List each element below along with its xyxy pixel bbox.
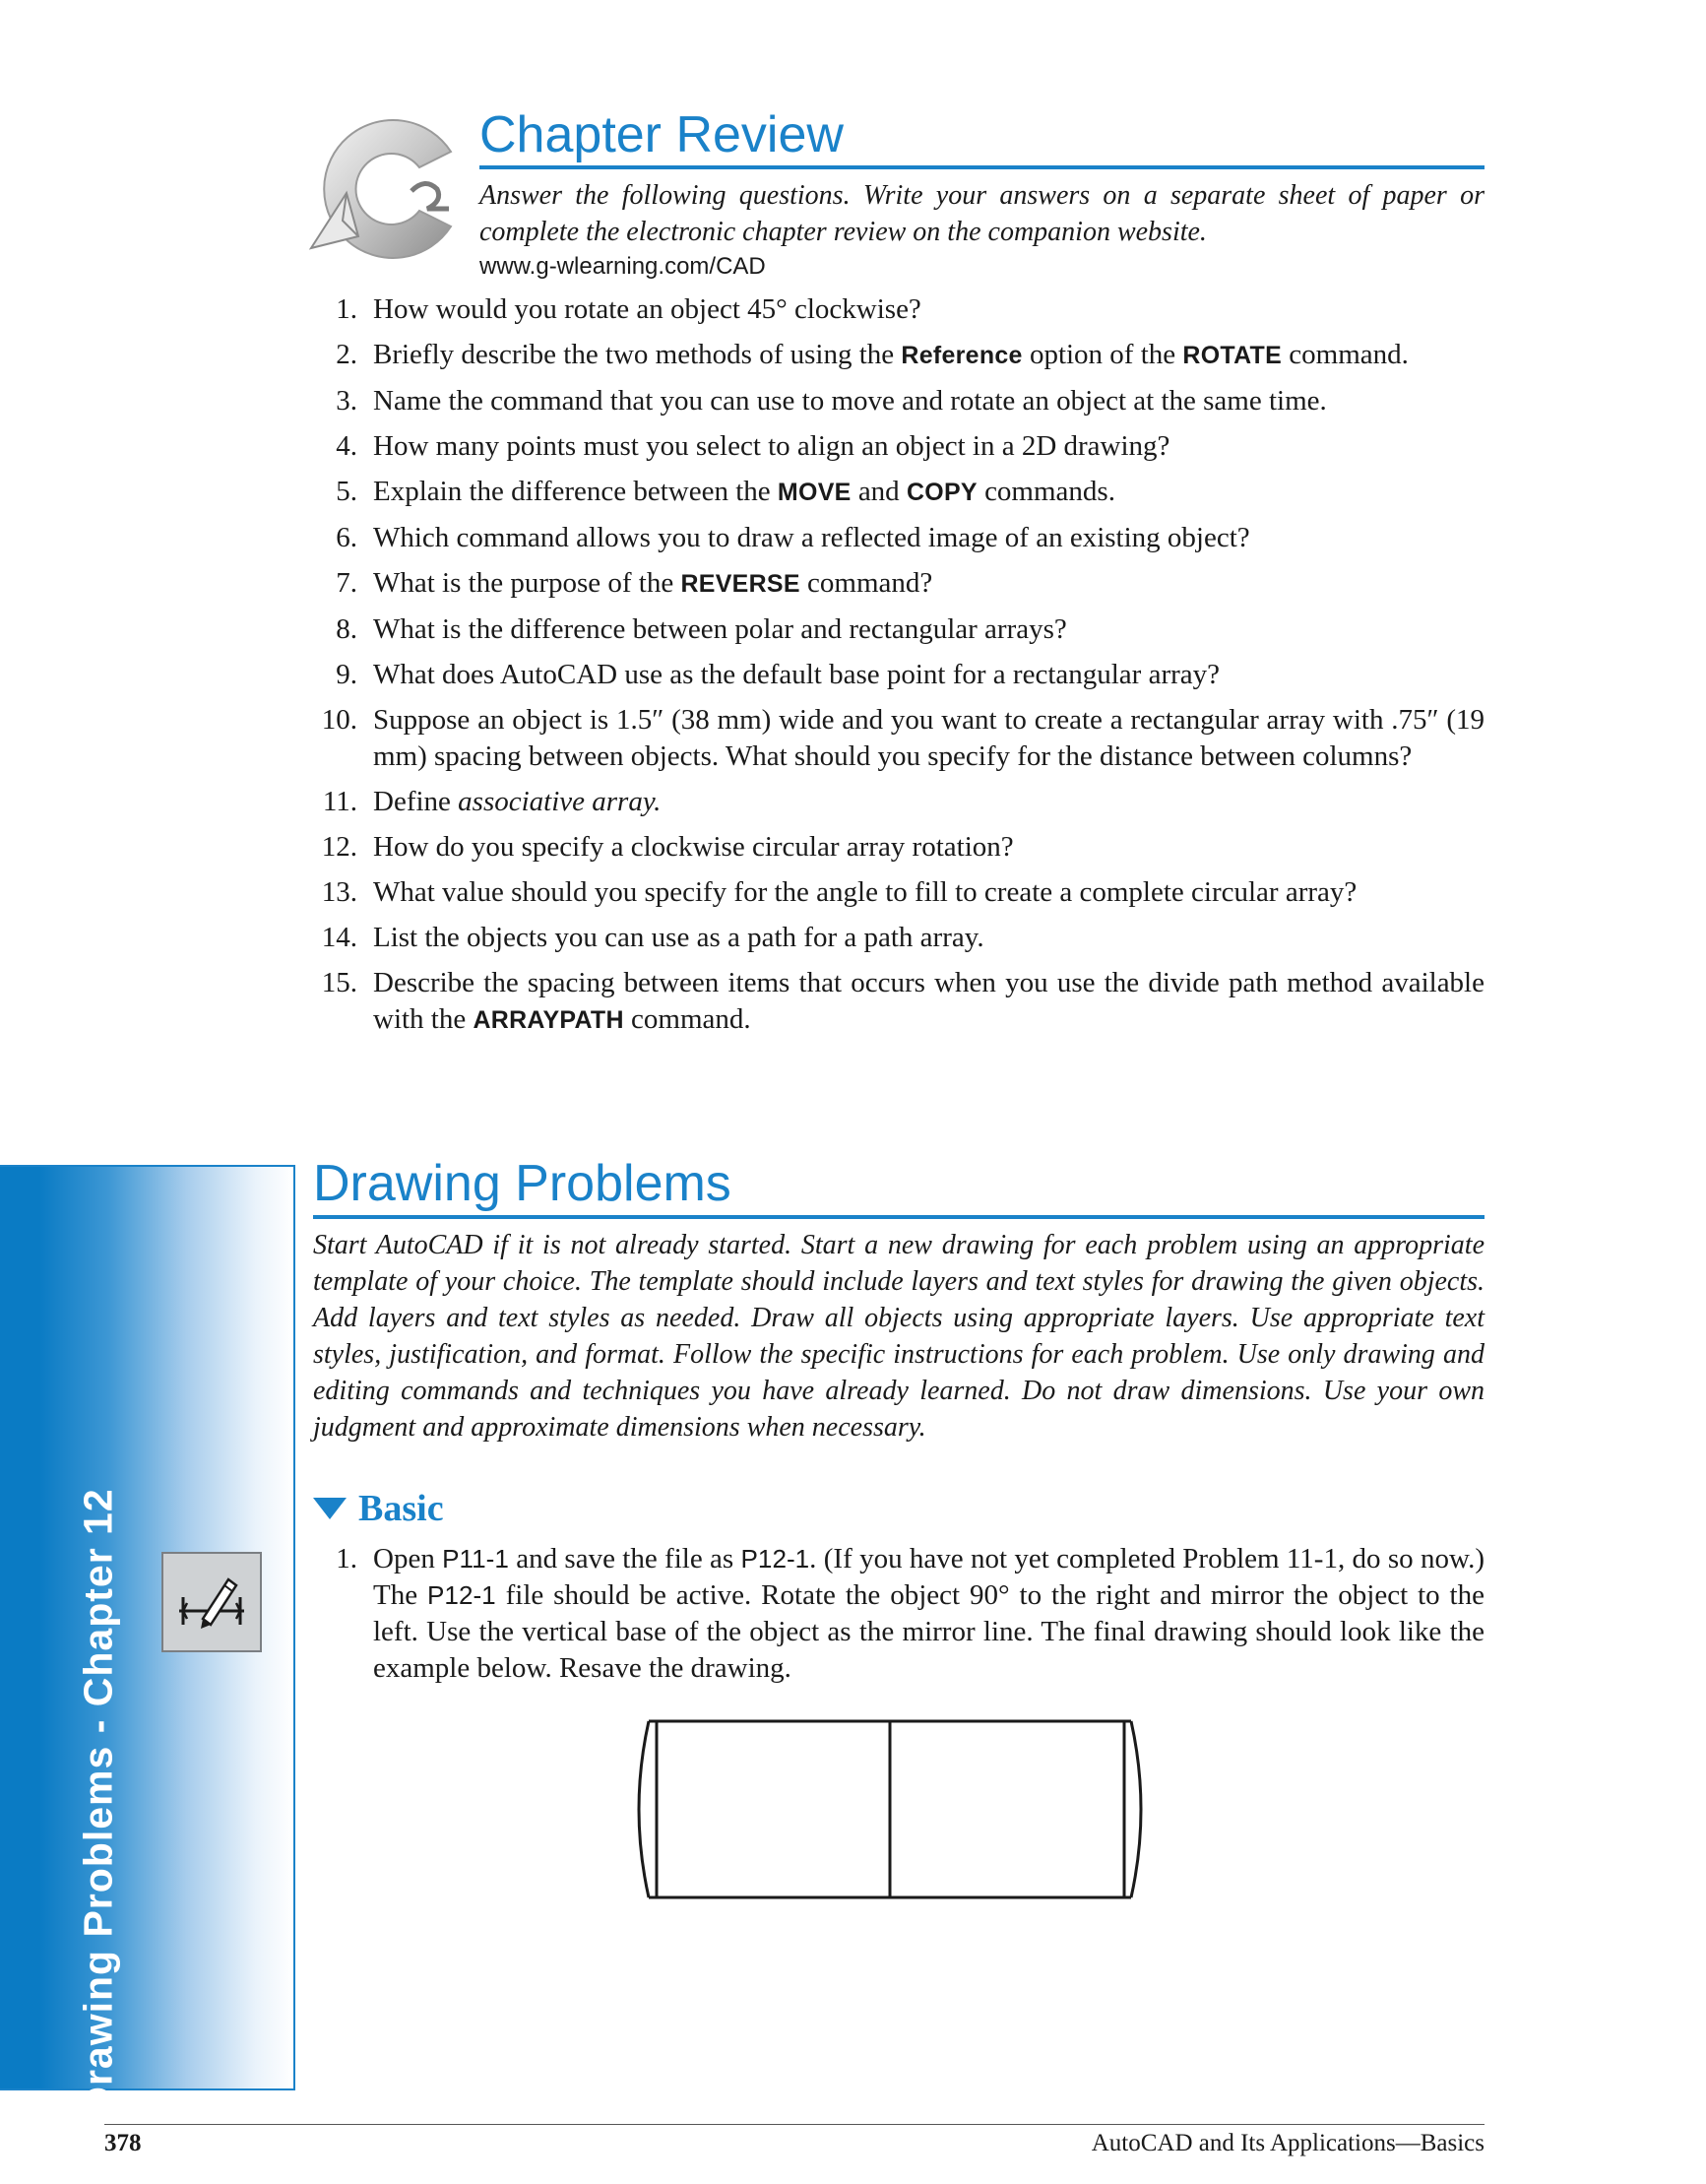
review-question: 11. Define associative array. <box>308 784 1485 820</box>
command-name: Reference <box>901 342 1023 369</box>
review-question-list <box>308 291 1485 1048</box>
command-name: ROTATE <box>1182 342 1283 369</box>
basic-heading <box>313 1487 444 1530</box>
file-name: P12-1 <box>740 1544 810 1574</box>
review-question: 3. Name the command that you can use to move and rotate an object at the same time. <box>308 383 1485 419</box>
command-name: REVERSE <box>680 570 800 598</box>
book-title: AutoCAD and Its Applications—Basics <box>1091 2130 1485 2156</box>
review-question: 10. Suppose an object is 1.5″ (38 mm) wide and you want to create a rectangular array with .75″ (19 mm) spacing between objects. What should you specify for the distance between columns? <box>308 702 1485 775</box>
drawing-problems-instructions: Start AutoCAD if it is not already started. Start a new drawing for each problem using an appropriate template of your choice. The template should include layers and text styles for drawing the given objects. Add layers and text styles as needed. Draw all objects using appropriate layers. Use appropriate text styles, justification, and format. Follow the specific instructions for each problem. Use only drawing and editing commands and techniques you have already learned. Do not draw dimensions. Use your own judgment and approximate dimensions when necessary. <box>313 1230 1485 1443</box>
problem-item: 1. Open P11-1 and save the file as P12-1. (If you have not yet completed Problem 11-1, do so now.) The P12-1 file should be active. Rotate the object 90° to the right and mirror the object to the left. Use the vertical base of the object as the mirror line. The final drawing should look like the example below. Resave the drawing. <box>308 1541 1485 1687</box>
question-number: 11. <box>322 786 357 817</box>
companion-website-url: www.g-wlearning.com/CAD <box>479 253 766 280</box>
question-number: 8. <box>336 613 357 645</box>
question-number: 15. <box>321 967 357 998</box>
question-number: 9. <box>336 659 357 690</box>
drawing-problems-title: Drawing Problems <box>313 1155 731 1212</box>
problem-list <box>308 1541 1485 1687</box>
chapter-review-title: Chapter Review <box>479 106 844 163</box>
review-question: 14. List the objects you can use as a path for a path array. <box>308 920 1485 956</box>
sidebar-label: Drawing Problems - Chapter 12 <box>75 1488 121 2116</box>
command-name: ARRAYPATH <box>473 1006 624 1034</box>
drawing-problems-rule <box>313 1215 1485 1219</box>
question-number: 12. <box>321 831 357 863</box>
chapter-review-instructions: Answer the following questions. Write your answers on a separate sheet of paper or complete the electronic chapter review on the companion website. <box>479 180 1485 247</box>
review-question: 9. What does AutoCAD use as the default base point for a rectangular array? <box>308 657 1485 693</box>
question-number: 7. <box>336 567 357 599</box>
review-question: 15. Describe the spacing between items that occurs when you use the divide path method available with the ARRAYPATH command. <box>308 965 1485 1039</box>
triangle-bullet-icon <box>313 1498 347 1519</box>
review-question: 8. What is the difference between polar and rectangular arrays? <box>308 611 1485 648</box>
command-name: MOVE <box>777 479 852 506</box>
problem-number: 1. <box>336 1543 357 1574</box>
review-question: 6. Which command allows you to draw a reflected image of an existing object? <box>308 520 1485 556</box>
footer-rule <box>104 2124 1485 2125</box>
file-name: P11-1 <box>442 1544 509 1574</box>
review-question: 7. What is the purpose of the REVERSE command? <box>308 565 1485 603</box>
file-name: P12-1 <box>427 1580 496 1610</box>
command-name: COPY <box>906 479 978 506</box>
question-number: 14. <box>321 922 357 953</box>
defined-term: associative array. <box>458 786 662 817</box>
review-question: 5. Explain the difference between the MOVE and COPY commands. <box>308 474 1485 511</box>
page-number: 378 <box>104 2130 142 2156</box>
basic-label: Basic <box>358 1488 444 1529</box>
chapter-review-logo-icon <box>303 110 471 268</box>
review-question: 13. What value should you specify for the angle to fill to create a complete circular array? <box>308 874 1485 911</box>
question-number: 2. <box>336 339 357 370</box>
question-number: 5. <box>336 476 357 507</box>
review-question: 4. How many points must you select to align an object in a 2D drawing? <box>308 428 1485 465</box>
review-question: 1. How would you rotate an object 45° clockwise? <box>308 291 1485 328</box>
mirrored-object-figure <box>635 1713 1162 1905</box>
question-number: 4. <box>336 430 357 462</box>
question-number: 3. <box>336 385 357 417</box>
question-number: 1. <box>336 293 357 325</box>
question-number: 10. <box>321 704 357 736</box>
review-question: 2. Briefly describe the two methods of using the Reference option of the ROTATE command. <box>308 337 1485 374</box>
question-number: 13. <box>321 876 357 908</box>
review-question: 12. How do you specify a clockwise circular array rotation? <box>308 829 1485 866</box>
question-number: 6. <box>336 522 357 553</box>
drafting-tool-icon <box>161 1552 262 1652</box>
chapter-review-rule <box>479 165 1485 169</box>
